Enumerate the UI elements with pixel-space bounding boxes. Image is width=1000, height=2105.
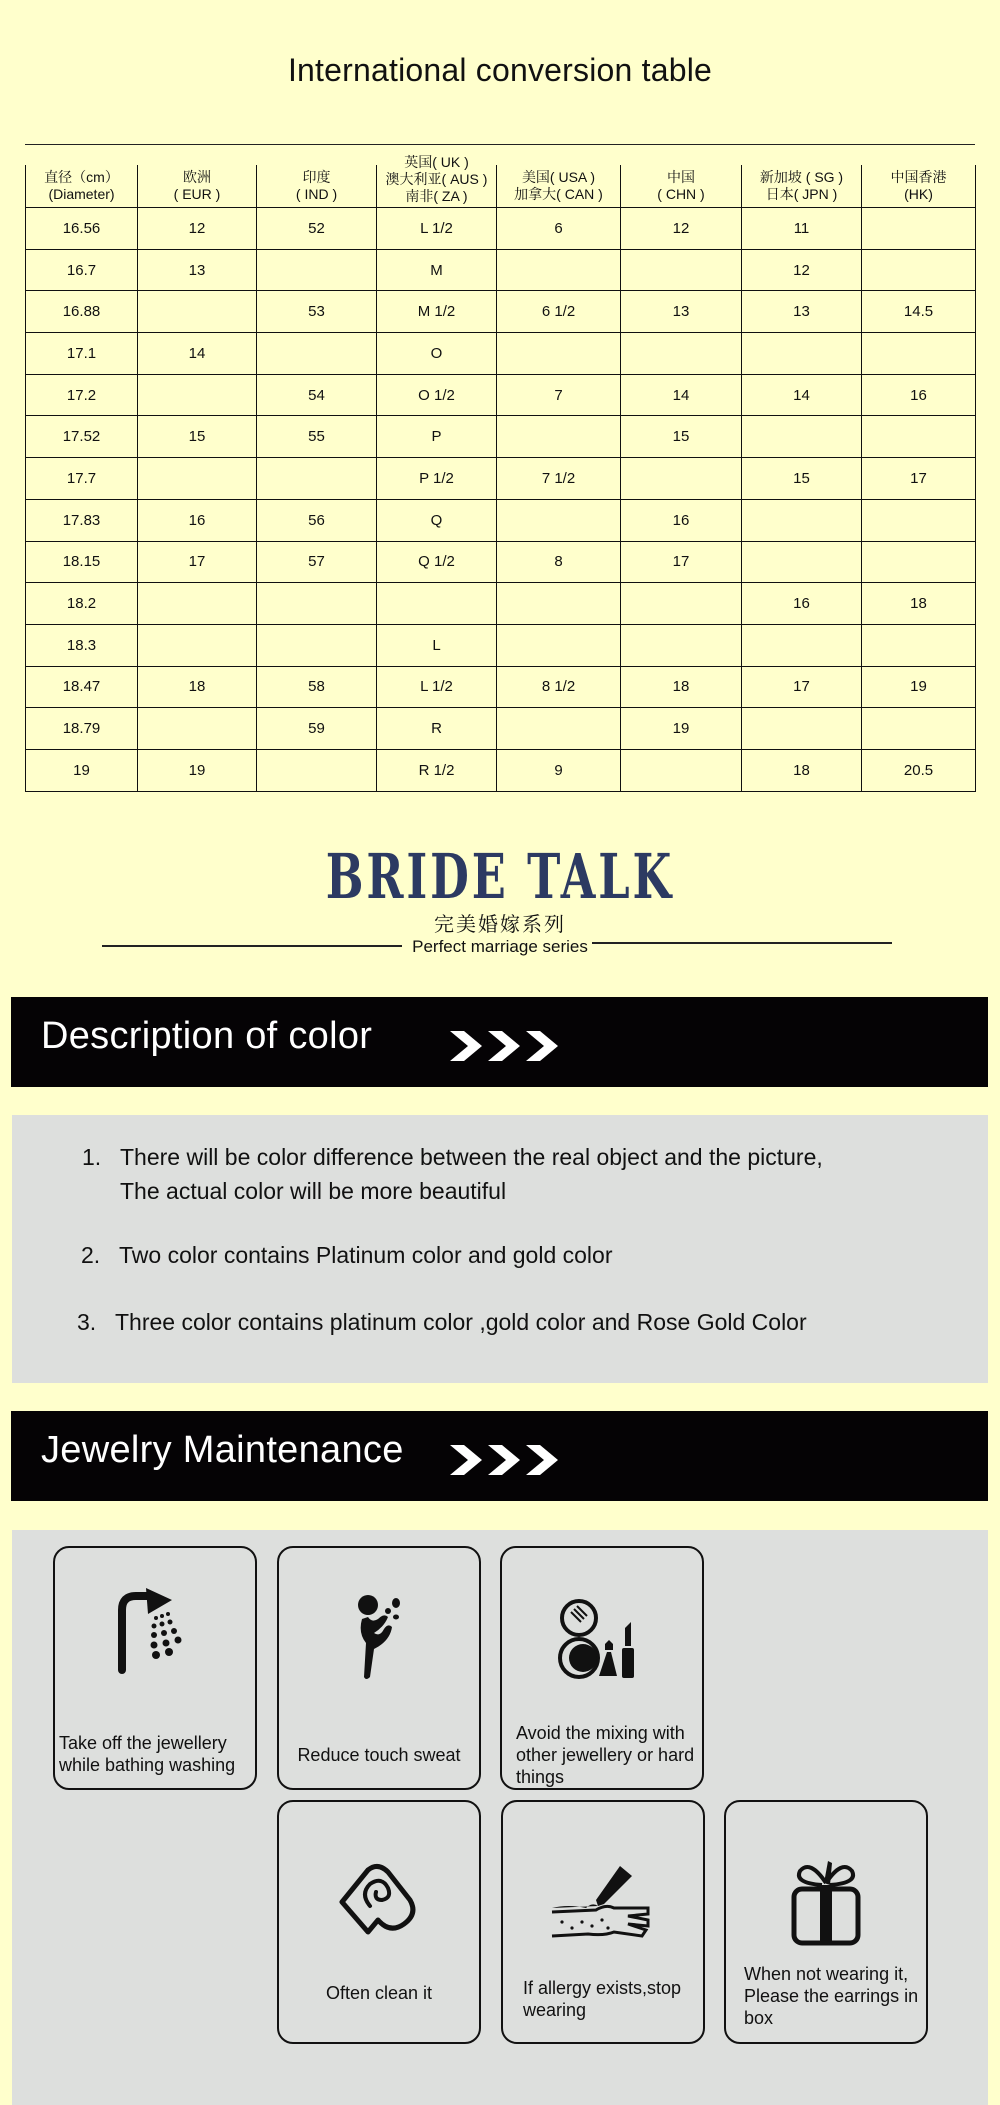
card-label: Avoid the mixing with other jewellery or hard things bbox=[516, 1723, 695, 1787]
gift-box-icon bbox=[788, 1857, 864, 1947]
brand-logo bbox=[0, 840, 1000, 965]
triple-chevron-right-icon bbox=[448, 1443, 564, 1477]
sweat-person-icon bbox=[344, 1593, 414, 1683]
table-cell: 6 bbox=[497, 208, 621, 250]
brand-name: BRIDE TALK bbox=[325, 840, 675, 913]
table-cell: 14 bbox=[621, 374, 742, 416]
table-cell: O bbox=[377, 333, 497, 375]
table-cell: 19 bbox=[862, 666, 976, 708]
table-cell bbox=[138, 624, 257, 666]
table-cell: 11 bbox=[742, 208, 862, 250]
table-row bbox=[26, 624, 976, 666]
table-cell: L bbox=[377, 624, 497, 666]
table-cell: 56 bbox=[257, 499, 377, 541]
table-cell: 6 1/2 bbox=[497, 291, 621, 333]
table-cell: 17 bbox=[621, 541, 742, 583]
table-cell: 18 bbox=[621, 666, 742, 708]
table-cell bbox=[621, 749, 742, 791]
table-header-row bbox=[26, 165, 976, 208]
maintenance-panel bbox=[12, 1530, 988, 2105]
table-cell: 8 bbox=[497, 541, 621, 583]
table-row bbox=[26, 499, 976, 541]
table-cell bbox=[497, 333, 621, 375]
table-cell: 12 bbox=[742, 249, 862, 291]
table-cell: 17.1 bbox=[26, 333, 138, 375]
page-title: International conversion table bbox=[287, 52, 713, 88]
table-cell bbox=[862, 416, 976, 458]
table-cell: 17.52 bbox=[26, 416, 138, 458]
color-description-banner bbox=[11, 997, 988, 1087]
shower-icon bbox=[110, 1588, 200, 1678]
table-cell: 15 bbox=[621, 416, 742, 458]
table-cell: 16.7 bbox=[26, 249, 138, 291]
table-cell bbox=[257, 333, 377, 375]
table-cell: 54 bbox=[257, 374, 377, 416]
header-sg-jpn: 新加坡 ( SG ) 日本( JPN ) bbox=[742, 165, 862, 208]
color-note-2: 2. Two color contains Platinum color and gold color bbox=[81, 1242, 613, 1268]
table-cell: 7 bbox=[497, 374, 621, 416]
table-cell bbox=[862, 249, 976, 291]
table-cell: 16 bbox=[862, 374, 976, 416]
color-note-1: 1. There will be color difference between the real object and the picture, The actual color will be more beautiful bbox=[82, 1144, 823, 1204]
table-cell: 19 bbox=[138, 749, 257, 791]
table-cell: 17 bbox=[138, 541, 257, 583]
table-cell: M bbox=[377, 249, 497, 291]
triple-chevron-right-icon bbox=[448, 1029, 564, 1063]
table-row bbox=[26, 333, 976, 375]
maintenance-card-clean bbox=[277, 1800, 481, 2044]
card-label: Take off the jewellery while bathing washing bbox=[59, 1733, 236, 1775]
brand-subtitle-en: Perfect marriage series bbox=[412, 937, 588, 956]
cleaning-cloth-icon bbox=[334, 1862, 424, 1942]
table-cell: 18.15 bbox=[26, 541, 138, 583]
table-cell: 58 bbox=[257, 666, 377, 708]
table-cell bbox=[621, 624, 742, 666]
table-cell bbox=[862, 208, 976, 250]
table-cell bbox=[742, 541, 862, 583]
color-description-panel bbox=[12, 1115, 988, 1383]
color-note-3: 3. Three color contains platinum color ,gold color and Rose Gold Color bbox=[77, 1309, 807, 1335]
table-cell: 17 bbox=[862, 458, 976, 500]
table-cell: 53 bbox=[257, 291, 377, 333]
table-cell bbox=[621, 249, 742, 291]
table-cell: 13 bbox=[621, 291, 742, 333]
table-cell: 8 1/2 bbox=[497, 666, 621, 708]
table-cell bbox=[497, 416, 621, 458]
table-cell bbox=[138, 291, 257, 333]
table-cell bbox=[862, 333, 976, 375]
table-row bbox=[26, 541, 976, 583]
maintenance-card-mixing bbox=[500, 1546, 704, 1790]
table-cell bbox=[742, 708, 862, 750]
table-cell bbox=[497, 499, 621, 541]
table-cell: 57 bbox=[257, 541, 377, 583]
table-cell bbox=[497, 708, 621, 750]
table-cell: 17 bbox=[742, 666, 862, 708]
table-row bbox=[26, 583, 976, 625]
table-cell: 18 bbox=[138, 666, 257, 708]
table-cell: 18 bbox=[742, 749, 862, 791]
table-cell bbox=[138, 458, 257, 500]
table-cell bbox=[138, 583, 257, 625]
table-cell: 52 bbox=[257, 208, 377, 250]
table-cell bbox=[862, 624, 976, 666]
title-divider bbox=[25, 144, 975, 145]
header-chn: 中国 ( CHN ) bbox=[621, 165, 742, 208]
table-cell: 17.2 bbox=[26, 374, 138, 416]
table-row bbox=[26, 458, 976, 500]
header-usa-can: 美国( USA ) 加拿大( CAN ) bbox=[497, 165, 621, 208]
cosmetics-icon bbox=[557, 1598, 647, 1683]
brand-subtitle-cn: 完美婚嫁系列 bbox=[434, 914, 566, 936]
table-cell bbox=[497, 249, 621, 291]
card-label: If allergy exists,stop wearing bbox=[523, 1978, 682, 2020]
table-cell: 18.2 bbox=[26, 583, 138, 625]
table-cell bbox=[257, 583, 377, 625]
table-cell bbox=[377, 583, 497, 625]
table-row bbox=[26, 374, 976, 416]
table-cell bbox=[742, 624, 862, 666]
table-cell: R bbox=[377, 708, 497, 750]
table-cell: 13 bbox=[138, 249, 257, 291]
banner-title: Description of color bbox=[41, 1015, 373, 1057]
table-cell: 16.88 bbox=[26, 291, 138, 333]
table-cell: Q 1/2 bbox=[377, 541, 497, 583]
table-cell bbox=[497, 624, 621, 666]
maintenance-card-allergy bbox=[501, 1800, 705, 2044]
table-row bbox=[26, 291, 976, 333]
table-row bbox=[26, 708, 976, 750]
table-cell: L 1/2 bbox=[377, 666, 497, 708]
table-cell bbox=[862, 499, 976, 541]
table-cell: 18 bbox=[862, 583, 976, 625]
table-cell bbox=[742, 416, 862, 458]
table-cell: 16 bbox=[138, 499, 257, 541]
banner-title: Jewelry Maintenance bbox=[41, 1429, 404, 1471]
maintenance-card-sweat bbox=[277, 1546, 481, 1790]
table-cell bbox=[138, 374, 257, 416]
table-cell: 7 1/2 bbox=[497, 458, 621, 500]
table-row bbox=[26, 749, 976, 791]
table-cell: 12 bbox=[138, 208, 257, 250]
table-cell: O 1/2 bbox=[377, 374, 497, 416]
table-cell: Q bbox=[377, 499, 497, 541]
table-cell: P bbox=[377, 416, 497, 458]
table-cell: 17.7 bbox=[26, 458, 138, 500]
table-cell bbox=[257, 749, 377, 791]
allergy-hand-icon bbox=[548, 1864, 658, 1944]
table-cell: 15 bbox=[742, 458, 862, 500]
table-cell: 14.5 bbox=[862, 291, 976, 333]
header-uk-aus-za: 英国( UK ) 澳大利亚( AUS ) 南非( ZA ) bbox=[377, 165, 497, 208]
table-cell: 20.5 bbox=[862, 749, 976, 791]
table-cell bbox=[742, 333, 862, 375]
table-cell bbox=[257, 458, 377, 500]
table-cell bbox=[621, 458, 742, 500]
table-cell bbox=[138, 708, 257, 750]
maintenance-card-storage bbox=[724, 1800, 928, 2044]
table-row bbox=[26, 208, 976, 250]
table-cell: L 1/2 bbox=[377, 208, 497, 250]
table-cell: 15 bbox=[138, 416, 257, 458]
table-cell bbox=[621, 333, 742, 375]
table-cell: 55 bbox=[257, 416, 377, 458]
ring-size-conversion-table bbox=[25, 154, 976, 792]
table-cell: 14 bbox=[742, 374, 862, 416]
table-cell: 16 bbox=[621, 499, 742, 541]
table-row bbox=[26, 666, 976, 708]
card-label: When not wearing it, Please the earrings in box bbox=[744, 1964, 919, 2028]
table-cell bbox=[862, 708, 976, 750]
maintenance-banner bbox=[11, 1411, 988, 1501]
table-cell: 18.79 bbox=[26, 708, 138, 750]
header-ind: 印度 ( IND ) bbox=[257, 165, 377, 208]
table-cell: 17.83 bbox=[26, 499, 138, 541]
card-label: Often clean it bbox=[325, 1983, 433, 2003]
table-cell bbox=[257, 624, 377, 666]
table-cell bbox=[257, 249, 377, 291]
table-cell: 16.56 bbox=[26, 208, 138, 250]
table-row bbox=[26, 416, 976, 458]
table-cell: R 1/2 bbox=[377, 749, 497, 791]
table-cell: M 1/2 bbox=[377, 291, 497, 333]
table-cell: 59 bbox=[257, 708, 377, 750]
table-cell: 9 bbox=[497, 749, 621, 791]
table-cell: 14 bbox=[138, 333, 257, 375]
table-cell: P 1/2 bbox=[377, 458, 497, 500]
table-cell: 16 bbox=[742, 583, 862, 625]
table-cell bbox=[862, 541, 976, 583]
table-cell bbox=[742, 499, 862, 541]
table-cell: 19 bbox=[26, 749, 138, 791]
table-cell: 12 bbox=[621, 208, 742, 250]
table-cell bbox=[621, 583, 742, 625]
header-eur: 欧洲 ( EUR ) bbox=[138, 165, 257, 208]
table-cell: 18.3 bbox=[26, 624, 138, 666]
table-cell: 19 bbox=[621, 708, 742, 750]
header-diameter: 直径（cm） (Diameter) bbox=[26, 165, 138, 208]
maintenance-card-bathing bbox=[53, 1546, 257, 1790]
table-cell bbox=[497, 583, 621, 625]
header-hk: 中国香港 (HK) bbox=[862, 165, 976, 208]
table-cell: 18.47 bbox=[26, 666, 138, 708]
card-label: Reduce touch sweat bbox=[297, 1745, 461, 1765]
table-row bbox=[26, 249, 976, 291]
table-cell: 13 bbox=[742, 291, 862, 333]
